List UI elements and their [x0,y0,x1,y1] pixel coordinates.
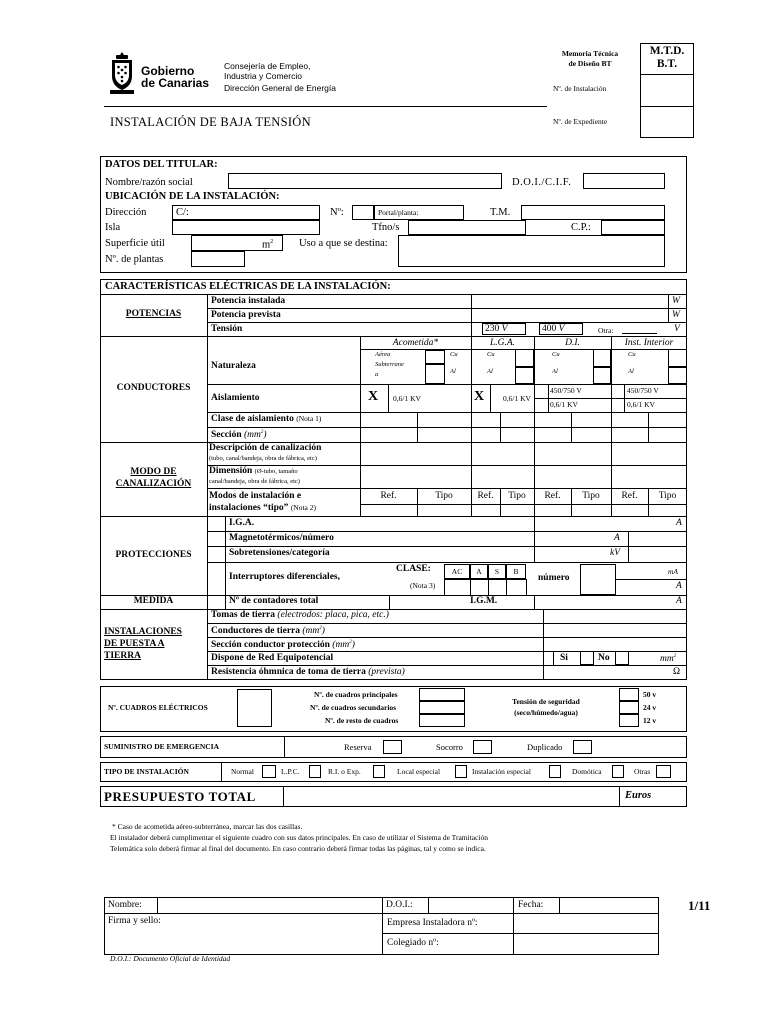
reserva-label: Reserva [344,742,372,752]
tipo-ri-checkbox[interactable] [373,765,385,778]
v12-label: 12 v [643,716,657,725]
firma-fecha-label: Fecha: [518,900,544,910]
seguridad-label-2: (seco/húmedo/agua) [514,708,578,717]
desc-canal-label: Descripción de canalización [209,443,322,453]
memoria-line-1: Memoria Técnica [561,49,619,58]
tomas-label: Tomas de tierra (electrodos: placa, pica, etc.) [211,610,389,620]
dimension-sub: canal/bandeja, obra de fábrica, etc) [209,478,300,485]
isla-field[interactable] [172,220,320,235]
m2-label: $m^2$ [262,239,274,251]
superficie-label: Superficie útil [105,238,165,249]
ii-tipo: Tipo [658,491,677,501]
electricas-heading: CARACTERÍSTICAS ELÉCTRICAS DE LA INSTALACIÓN: [105,281,391,292]
v50-label: 50 v [643,690,657,699]
clase-aislamiento-label: Clase de aislamiento (Nota 1) [211,414,322,424]
clase-s: S [494,567,500,576]
logo [108,50,136,96]
tipo-local-checkbox[interactable] [455,765,467,778]
red-equipotencial-label: Dispone de Red Equipotencial [211,653,334,663]
plantas-label: Nº. de plantas [105,254,164,265]
tierra-label-3: TIERRA [104,651,141,661]
tipo-normal-checkbox[interactable] [262,765,276,778]
igm-label: I.G.M. [470,596,498,606]
magneto-unit: A [614,533,620,543]
tension-label: Tensión [211,324,243,334]
isla-label: Isla [105,222,121,233]
principales-field[interactable] [419,688,465,701]
di-cu: Cu [552,351,560,358]
firma-sello-label: Firma y sello: [108,916,161,926]
aislamiento-label: Aislamiento [211,393,260,403]
doi-label: D.O.I./C.I.F. [512,177,572,188]
medida-label: MEDIDA [133,596,174,606]
cuadros-label: Nº. CUADROS ELÉCTRICOS [108,703,208,712]
cp-field[interactable] [601,220,665,235]
dimension-label: Dimensión (Ø-tubo, tamaño [209,466,298,476]
di-cu-checkbox[interactable] [593,349,611,367]
otra-label: Otra: [598,326,614,335]
pot-instalada-unit: W [672,296,680,306]
firma-nombre-label: Nombre: [108,900,142,910]
naturaleza-label: Naturaleza [211,361,256,371]
seccion-label: Sección $(mm^2)$ [211,430,267,441]
di-v450: 450/750 V [550,386,582,395]
seccion-proteccion-label: Sección conductor protección $(mm^2)$ [211,640,355,651]
conductores-label: CONDUCTORES [116,383,191,393]
n-expediente-label: Nº. de Expediente [553,117,608,126]
no-checkbox[interactable] [615,651,629,665]
ii-ref: Ref. [621,491,638,501]
seguridad-label-1: Tensión de seguridad [512,697,580,706]
acom-al: Al [450,368,456,375]
doi-field[interactable] [583,173,665,189]
clase-a: A [476,567,482,576]
clase-label: CLASE: [396,564,431,574]
otra-field[interactable] [622,333,657,334]
colegiado-label: Colegiado nº: [387,938,439,948]
tipo-lpc-label: L.P.C. [281,767,300,776]
tfno-field[interactable] [408,220,526,235]
secundarios-field[interactable] [419,701,465,714]
plantas-field[interactable] [191,251,245,267]
dif-a-unit: A [676,581,682,591]
iga-label: I.G.A. [229,518,255,528]
tierra-label-2: DE PUESTA A [104,639,165,649]
ii-kv: 0,6/1 KV [627,400,655,409]
tipo-otras-checkbox[interactable] [656,765,671,778]
presupuesto-label: PRESUPUESTO TOTAL [104,789,256,804]
emergencia-label: SUMINISTRO DE EMERGENCIA [104,742,220,751]
pot-instalada-label: Potencia instalada [211,296,286,306]
nombre-label: Nombre/razón social [105,177,193,188]
sobretensiones-label: Sobretensiones/categoría [229,548,330,558]
uso-label: Uso a que se destina: [299,238,388,249]
tipo-ri-label: R.I. o Exp. [328,767,361,776]
tipo-lpc-checkbox[interactable] [309,765,321,778]
direccion-field[interactable] [172,205,320,220]
cp-label: C.P.: [571,222,591,233]
portal-label: Portal/planta: [378,208,419,217]
otra-unit: V [674,324,680,334]
nota3-label: (Nota 3) [410,581,436,590]
clase-b: B [513,567,519,576]
magneto-label: Magnetotérmicos/número [229,533,334,543]
logo-text-canarias: de Canarias [141,76,210,90]
ii-al-checkbox[interactable] [668,367,687,384]
igm-unit: A [676,596,682,606]
code-mtd: M.T.D. [649,45,685,57]
di-ref: Ref. [544,491,561,501]
page-number: 1/11 [688,898,711,913]
acom-x-mark: X [368,389,379,404]
page-title: INSTALACIÓN DE BAJA TENSIÓN [110,115,311,129]
tipo-especial-label: Instalación especial [472,767,531,776]
numero-field[interactable] [580,564,616,595]
lga-cu: Cu [487,351,495,358]
lga-x-mark: X [474,389,485,404]
conductores-tierra-label: Conductores de tierra $(mm^2)$ [211,626,325,637]
acom-ref: Ref. [380,491,397,501]
firma-doi-label: D.O.I.: [386,900,413,910]
reserva-checkbox[interactable] [383,740,402,754]
v24-checkbox[interactable] [619,701,639,714]
numero-label: número [538,573,570,583]
iga-unit: A [676,518,682,528]
empresa-label: Empresa Instaladora nº: [387,918,478,928]
numero-label: Nº: [330,207,344,218]
ii-v450: 450/750 V [627,386,659,395]
ii-al: Al [628,368,634,375]
inst-interior-header: Inst. Interior [624,338,674,348]
acom-tipo: Tipo [435,491,453,501]
lga-tipo: Tipo [508,491,526,501]
no-label: No [598,653,610,663]
v24-label: 24 v [643,703,657,712]
acom-kv: 0,6/1 KV [393,394,421,403]
note-1: * Caso de acometida aéreo-subterránea, marcar las dos casillas. [112,822,303,831]
subterranea-label-2: a [375,371,379,378]
note-3: Telemática solo deberá firmar al final del documento. En caso contrario deberá firmar todas las páginas, tal y como se indica. [110,844,486,853]
note-2: El instalador deberá cumplimentar el siguiente cuadro con sus datos principales. En caso de utilizar el Sistema de Tramitación [110,833,489,842]
logo-text-gobierno: Gobierno [141,64,195,78]
tipo-especial-checkbox[interactable] [549,765,561,778]
numero-field[interactable] [352,205,374,220]
modo-label-1: MODO DE [130,467,177,477]
uso-field[interactable] [398,235,665,267]
modo-label-2: CANALIZACIÓN [115,479,192,489]
titular-heading: DATOS DEL TITULAR: [105,159,218,170]
lga-cu-checkbox[interactable] [515,349,534,367]
red-unit: $mm^2$ [660,654,677,665]
resto-field[interactable] [419,714,465,727]
dept-line-2: Industria y Comercio [224,71,302,81]
potencias-label: POTENCIAS [125,309,182,319]
dif-ma-unit: mA [668,567,678,576]
tierra-label-1: INSTALACIONES [104,627,182,637]
v230-label: 230 V [485,324,508,334]
dept-line-1: Consejería de Empleo, [224,61,311,71]
memoria-line-2: de Diseño BT [568,59,612,68]
socorro-label: Socorro [436,742,463,752]
lga-header: L.G.A. [489,338,516,348]
socorro-checkbox[interactable] [473,740,492,754]
di-kv: 0,6/1 KV [550,400,578,409]
di-tipo: Tipo [582,491,600,501]
tm-label: T.M. [490,207,511,218]
aerea-label: Aérea [375,351,391,358]
aerea-checkbox[interactable] [425,350,445,364]
acom-cu: Cu [450,351,458,358]
v12-checkbox[interactable] [619,714,639,727]
modos-label-2: instalaciones “tipo” (Nota 2) [209,503,317,513]
ii-cu-checkbox[interactable] [668,349,687,367]
resto-label: Nº. de resto de cuadros [325,716,399,725]
duplicado-checkbox[interactable] [573,740,592,754]
euros-label: Euros [625,790,652,801]
n-instalacion-label: Nº. de Instalación [553,84,607,93]
di-al: Al [552,368,558,375]
protecciones-label: PROTECCIONES [115,550,192,560]
subterranea-checkbox[interactable] [425,364,445,384]
pot-prevista-unit: W [672,310,680,320]
coat-of-arms-icon [108,50,136,96]
pot-prevista-label: Potencia prevista [211,310,281,320]
v50-checkbox[interactable] [619,688,639,701]
lga-kv: 0,6/1 KV [503,394,531,403]
principales-label: Nº. de cuadros principales [314,690,398,699]
code-bt: B.T. [656,58,678,70]
tipo-normal-label: Normal [231,767,254,776]
lga-al: Al [487,368,493,375]
presupuesto-field[interactable] [283,786,620,807]
tfno-label: Tfno/s [372,222,400,233]
tipo-instalacion-label: TIPO DE INSTALACIÓN [104,767,189,776]
tm-field[interactable] [521,205,665,220]
clase-ac: AC [451,567,463,576]
nombre-field[interactable] [228,173,502,189]
modos-label-1: Modos de instalación e [209,491,302,501]
desc-canal-sub: (tubo, canal/bandeja, obra de fábrica, etc) [209,455,317,462]
tipo-domotica-checkbox[interactable] [612,765,624,778]
sobretensiones-unit: kV [610,548,621,558]
ubicacion-heading: UBICACIÓN DE LA INSTALACIÓN: [105,191,280,202]
direccion-label: Dirección [105,207,147,218]
si-checkbox[interactable] [580,651,594,665]
resistencia-label: Resistencia óhmnica de toma de tierra (prevista) [211,667,405,677]
tipo-local-label: Local especial [397,767,441,776]
tipo-otras-label: Otras [634,767,651,776]
ohm-unit: Ω [673,667,681,677]
di-header: D.I. [565,338,580,348]
duplicado-label: Duplicado [527,742,563,752]
contadores-label: Nº de contadores total [229,596,319,606]
lga-ref: Ref. [477,491,494,501]
direccion-prefix: C/: [176,207,189,218]
lga-al-checkbox[interactable] [515,367,534,384]
si-label: Si [560,653,568,663]
subterranea-label-1: Subterrane [375,361,404,368]
di-al-checkbox[interactable] [593,367,611,384]
v400-label: 400 V [542,324,565,334]
ii-cu: Cu [628,351,636,358]
doi-footnote: D.O.I.: Documento Oficial de Identidad [110,954,231,963]
cuadros-total-field[interactable] [237,689,272,727]
dept-line-3: Dirección General de Energía [224,83,336,93]
diferenciales-label: Interruptores diferenciales, [229,572,340,582]
secundarios-label: Nº. de cuadros secundarios [310,703,397,712]
acometida-header: Acometida* [392,338,439,348]
tipo-domotica-label: Domótica [572,767,602,776]
